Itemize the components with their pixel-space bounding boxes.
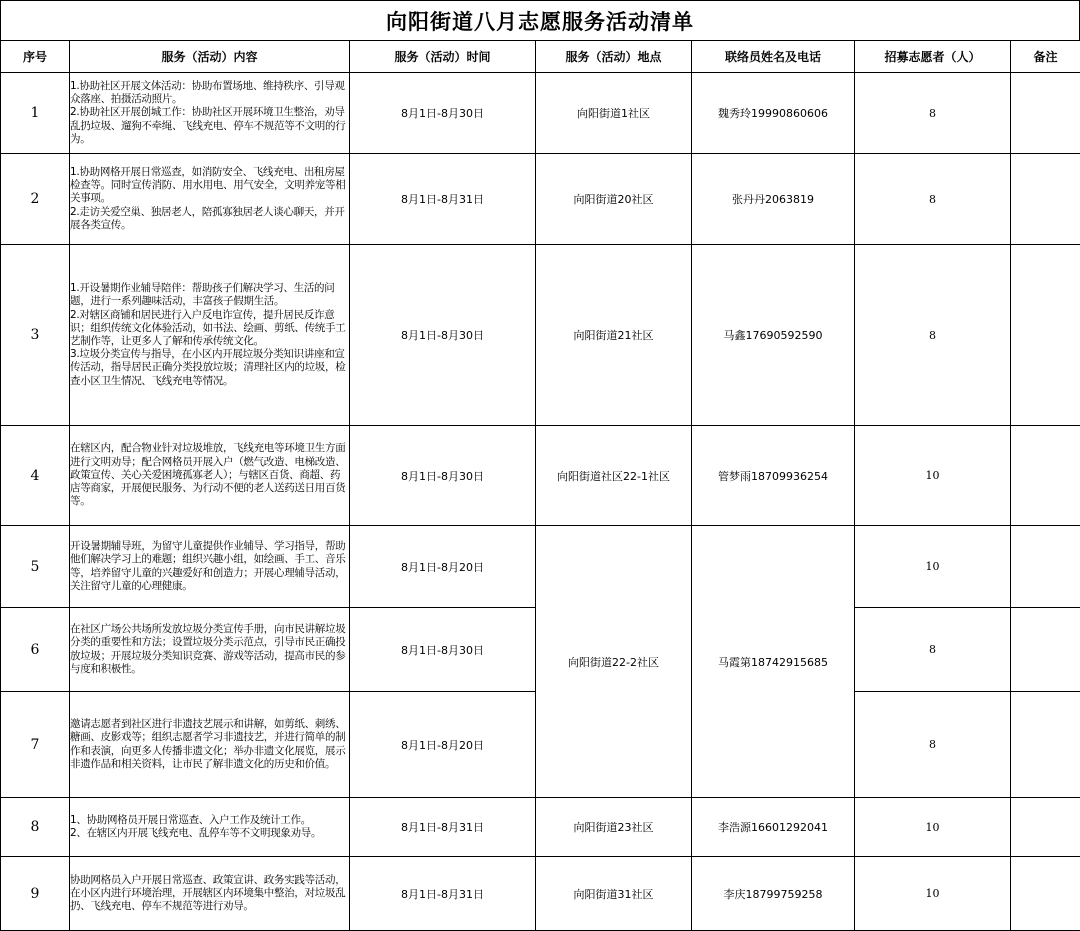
cell-remark[interactable] <box>1011 692 1080 798</box>
cell-time[interactable]: 8月1日-8月20日 <box>350 526 536 608</box>
cell-contact[interactable]: 管梦雨18709936254 <box>692 426 855 526</box>
cell-seq[interactable]: 7 <box>1 692 70 798</box>
cell-remark[interactable] <box>1011 857 1080 931</box>
header-contact[interactable]: 联络员姓名及电话 <box>692 41 855 73</box>
sheet-title: 向阳街道八月志愿服务活动清单 <box>0 0 1080 41</box>
cell-volunteers[interactable]: 10 <box>855 426 1011 526</box>
cell-remark[interactable] <box>1011 73 1080 154</box>
content-line: 2、在辖区内开展飞线充电、乱停车等不文明现象劝导。 <box>70 827 322 839</box>
cell-time[interactable]: 8月1日-8月20日 <box>350 692 536 798</box>
cell-time[interactable]: 8月1日-8月30日 <box>350 245 536 426</box>
content-line: 协助网格员入户开展日常巡查、政策宣讲、政务实践等活动，在小区内进行环境治理，开展辖区内环境集中整治，对垃圾乱扔、飞线充电、停车不规范等进行劝导。 <box>70 873 346 913</box>
cell-volunteers[interactable]: 8 <box>855 154 1011 245</box>
cell-contact[interactable]: 李浩源16601292041 <box>692 798 855 857</box>
activity-table <box>0 40 1080 931</box>
cell-place[interactable]: 向阳街道1社区 <box>536 73 692 154</box>
cell-volunteers[interactable]: 8 <box>855 608 1011 692</box>
cell-time[interactable]: 8月1日-8月30日 <box>350 73 536 154</box>
cell-remark[interactable] <box>1011 526 1080 608</box>
cell-remark[interactable] <box>1011 798 1080 857</box>
cell-volunteers[interactable]: 10 <box>855 526 1011 608</box>
cell-place[interactable]: 向阳街道20社区 <box>536 154 692 245</box>
cell-place[interactable]: 向阳街道23社区 <box>536 798 692 857</box>
cell-volunteers[interactable]: 8 <box>855 245 1011 426</box>
header-volunteers[interactable]: 招募志愿者（人） <box>855 41 1011 73</box>
table-row <box>1 857 1080 931</box>
content-line: 3.垃圾分类宣传与指导，在小区内开展垃圾分类知识讲座和宣传活动，指导居民正确分类投放垃圾；清理社区内的垃圾，检查小区卫生情况、飞线充电等情况。 <box>70 348 346 387</box>
cell-time[interactable]: 8月1日-8月30日 <box>350 426 536 526</box>
cell-seq[interactable]: 2 <box>1 154 70 245</box>
content-line: 2.协助社区开展创城工作：协助社区开展环境卫生整治，劝导乱扔垃圾、遛狗不牵绳、飞线充电、停车不规范等不文明的行为。 <box>70 106 346 145</box>
header-content[interactable]: 服务（活动）内容 <box>70 41 350 73</box>
content-line: 邀请志愿者到社区进行非遗技艺展示和讲解，如剪纸、刺绣、糖画、皮影戏等；组织志愿者学习非遗技艺，并进行简单的制作和表演，向更多人传播非遗文化；举办非遗文化展览，展示非遗作品和相关资料，让市民了解非遗文化的历史和价值。 <box>70 718 346 770</box>
content-line: 1.协助社区开展文体活动：协助布置场地、维持秩序、引导观众落座、拍摄活动照片。 <box>70 79 345 106</box>
cell-seq[interactable]: 6 <box>1 608 70 692</box>
table-row <box>1 154 1080 245</box>
cell-content[interactable] <box>70 245 350 426</box>
header-remark[interactable]: 备注 <box>1011 41 1080 73</box>
cell-seq[interactable]: 8 <box>1 798 70 857</box>
cell-seq[interactable]: 3 <box>1 245 70 426</box>
cell-content[interactable] <box>70 154 350 245</box>
cell-contact[interactable]: 张丹丹2063819 <box>692 154 855 245</box>
content-line: 1.协助网格开展日常巡查，如消防安全、飞线充电、出租房屋检查等。同时宣传消防、用水用电、用气安全，文明养宠等相关事项。 <box>70 165 346 205</box>
table-row <box>1 245 1080 426</box>
cell-remark[interactable] <box>1011 426 1080 526</box>
content-line: 2.走访关爱空巢、独居老人，陪孤寡独居老人谈心聊天，并开展各类宣传。 <box>70 205 345 231</box>
cell-time[interactable]: 8月1日-8月30日 <box>350 608 536 692</box>
cell-remark[interactable] <box>1011 245 1080 426</box>
cell-content[interactable] <box>70 426 350 526</box>
cell-volunteers[interactable]: 8 <box>855 692 1011 798</box>
cell-volunteers[interactable]: 8 <box>855 73 1011 154</box>
cell-place[interactable]: 向阳街道社区22-1社区 <box>536 426 692 526</box>
cell-content[interactable] <box>70 608 350 692</box>
table-row <box>1 526 1080 608</box>
content-line: 在辖区内，配合物业针对垃圾堆放，飞线充电等环境卫生方面进行文明劝导；配合网格员开展入户（燃气改造、电梯改造、政策宣传、关心关爱困境孤寡老人）；与辖区百货、商超、药店等商家，开展便民服务、为行动不便的老人送药送日用百货等。 <box>70 442 346 508</box>
cell-seq[interactable]: 4 <box>1 426 70 526</box>
content-line: 2.对辖区商铺和居民进行入户反电诈宣传，提升居民反诈意识；组织传统文化体验活动，如书法、绘画、剪纸、传统手工艺制作等，让更多人了解和传承传统文化。 <box>70 308 346 347</box>
cell-contact-merged[interactable]: 马霞第18742915685 <box>692 526 855 798</box>
cell-volunteers[interactable]: 10 <box>855 798 1011 857</box>
header-place[interactable]: 服务（活动）地点 <box>536 41 692 73</box>
cell-content[interactable] <box>70 692 350 798</box>
cell-remark[interactable] <box>1011 154 1080 245</box>
cell-seq[interactable]: 5 <box>1 526 70 608</box>
content-line: 开设暑期辅导班，为留守儿童提供作业辅导、学习指导，帮助他们解决学习上的难题；组织兴趣小组，如绘画、手工、音乐等，培养留守儿童的兴趣爱好和创造力；开展心理辅导活动，关注留守儿童的心理健康。 <box>70 540 346 592</box>
cell-content[interactable] <box>70 798 350 857</box>
table-row <box>1 798 1080 857</box>
table-row <box>1 426 1080 526</box>
cell-content[interactable] <box>70 857 350 931</box>
table-row <box>1 73 1080 154</box>
content-line: 1、协助网格员开展日常巡查、入户工作及统计工作。 <box>70 813 311 826</box>
cell-contact[interactable]: 魏秀玲19990860606 <box>692 73 855 154</box>
cell-content[interactable] <box>70 526 350 608</box>
cell-volunteers[interactable]: 10 <box>855 857 1011 931</box>
cell-seq[interactable]: 1 <box>1 73 70 154</box>
cell-contact[interactable]: 李庆18799759258 <box>692 857 855 931</box>
content-line: 在社区广场公共场所发放垃圾分类宣传手册，向市民讲解垃圾分类的重要性和方法；设置垃圾分类示范点，引导市民正确投放垃圾；开展垃圾分类知识竞赛、游戏等活动，提高市民的参与度和积极性。 <box>70 623 346 675</box>
content-line: 1.开设暑期作业辅导陪伴：帮助孩子们解决学习、生活的问题，进行一系列趣味活动，丰富孩子假期生活。 <box>70 282 335 308</box>
cell-place-merged[interactable]: 向阳街道22-2社区 <box>536 526 692 798</box>
cell-place[interactable]: 向阳街道21社区 <box>536 245 692 426</box>
header-time[interactable]: 服务（活动）时间 <box>350 41 536 73</box>
cell-remark[interactable] <box>1011 608 1080 692</box>
cell-contact[interactable]: 马鑫17690592590 <box>692 245 855 426</box>
cell-time[interactable]: 8月1日-8月31日 <box>350 154 536 245</box>
cell-seq[interactable]: 9 <box>1 857 70 931</box>
header-seq[interactable]: 序号 <box>1 41 70 73</box>
header-row <box>1 41 1080 73</box>
cell-content[interactable] <box>70 73 350 154</box>
cell-time[interactable]: 8月1日-8月31日 <box>350 857 536 931</box>
cell-time[interactable]: 8月1日-8月31日 <box>350 798 536 857</box>
cell-place[interactable]: 向阳街道31社区 <box>536 857 692 931</box>
